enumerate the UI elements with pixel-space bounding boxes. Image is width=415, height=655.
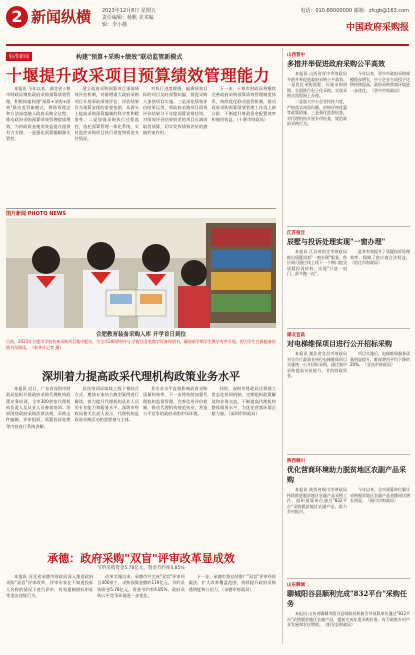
brief-item xyxy=(287,230,410,327)
article-column: 下一步，承德市将总结推广"双盲"评审经验做法，扩大改革覆盖范围，持续提升政府采购透明度和公信力。（承德市财政局） xyxy=(188,574,276,592)
brief-headline: 辰墅与投诉处理实现"一窗办理" xyxy=(287,237,386,246)
brief-headline: 对电梯维保项目进行公开招标采购 xyxy=(287,339,392,348)
article-column: 此次培训采取线上线下相结合方式，邀请专家结合典型案例进行解读，着力提升代理机构从业人员的专业能力和服务水平。深圳市财政局相关负责人表示，代理机构是政府采购活动的重要参与主体。 xyxy=(74,386,139,423)
divider xyxy=(287,226,410,227)
main-column xyxy=(6,48,276,644)
article-column: 改革实施以来，承德市共完成"双盲"评审项目400余个，采购预算金额约119亿元，节约采购资金5.78亿元，资金节约率4.85%，政府采购公平竞争环境进一步优化。 xyxy=(97,574,185,598)
divider xyxy=(287,454,410,455)
article-subheadline: 节约采购资金5.78亿元，资金节约率4.85% xyxy=(97,566,185,571)
brief-text: 本报讯 山西省晋中市财政局多措并举促进政府采购公平高效。一是优化采购流程，压缩采购周期，全面推行电子化采购，实现采购全流程网上办理。 二是加大中小企业扶持力度，严格落实预留份额、价格评审优惠等政策措施。三是强化监督检查，对代理机构开展专项检查，规范政府采购行为。 xyxy=(287,71,347,127)
children-reading-photo xyxy=(6,218,276,328)
lead-headline: 十堰提升政采项目预算绩效管理能力 xyxy=(6,66,271,85)
photo-news-label: 图片新闻 PHOTO NEWS xyxy=(6,211,66,217)
brief-text: 今年以来，全市预算单位累计采购脱贫地区农副产品金额同比增长明显。（铜川市财政局） xyxy=(350,487,410,504)
brief-text: 本报讯 湖北省宜昌市财政局对全市行政事业单位电梯维保项目实施统一公开招标采购，通过集中采购提高议价能力，节约财政资金。 xyxy=(287,351,347,379)
photo-note: 日前，2023年合肥市学校装备采购项目集中配送，为全市200余所中小学配送各类教学设备和图书，确保新学期学生教学有序开展。图为学生在新配备的图书角阅读。（新华社记者 摄） xyxy=(6,339,276,350)
brief-item xyxy=(287,332,410,451)
lead-column: 对执行进度缓慢、偏离绩效目标的项目及时预警纠偏，督促采购人加快项目实施。三是深化绩效评价结果运用，将政府采购项目绩效评价结果与下年度预算安排挂钩，对绩效评价结果较差的项目压减或取消预算，切实发挥绩效评价的激励约束作用。 xyxy=(143,86,208,136)
news-photo xyxy=(6,218,276,328)
lead-column: 本报讯 今年以来，湖北省十堰市财政局聚焦政府采购预算绩效管理，积极探索构建"预算+采购+绩效"联动监管新模式，将绩效理念和方法深度融入政府采购全过程，推动政府采购预算绩效管理提质增效，为财政资金使用效益提升提供有力支撑。一是强化预算编制源头管控。 xyxy=(6,86,71,142)
brief-location: 山西晋中 xyxy=(287,53,305,58)
lead-subtitle: 构建"预算+采购+绩效"联动监管新模式 xyxy=(76,54,183,61)
brief-location: 陕西铜川 xyxy=(287,459,305,464)
article-column: 其专业水平直接影响政府采购质量和效率。下一步将持续加强代理机构监督管理，完善信用评价机制，推动代理机构规范执业，营造公平竞争的政府采购市场环境。 xyxy=(143,386,208,417)
brief-headline: 聊城阳谷县顺利完成"832平台"采购任务 xyxy=(287,589,407,608)
article-body xyxy=(6,386,276,546)
brief-headline: 多措并举促进政府采购公平高效 xyxy=(287,59,385,68)
brief-text: 此举有效提升了质疑投诉处理效率，保障了供应商合法权益。（宿迁市财政局） xyxy=(350,249,410,266)
masthead-meta: 2023年12月8日 星期五 责任编辑：杨帆 美术编辑：李小薇 xyxy=(102,8,156,28)
lead-column: 建立政府采购预算项目事前绩效评估机制，对新增重大政府采购项目开展事前绩效评估，评估结果作为预算安排的重要依据，从源头上提高采购预算编制的科学性和精准性。二是加强采购执行过程监控，依托预算管理一体化系统，实时监控采购项目执行进度和资金支付情况。 xyxy=(74,86,139,142)
brief-headline: 优化营商环境助力脱贫地区农副产品采购 xyxy=(287,465,406,484)
sidebar-column xyxy=(282,48,409,644)
article-column: 本报讯 河北省承德市财政局深入推进政府采购"双盲"评审改革，评审专家在不知道投标人名称的情况下进行评审，有效遏制围标串标等违法违规行为。 xyxy=(6,574,94,598)
lead-kicker: 标准新闻 xyxy=(6,52,32,61)
brief-text: 本报讯 山东省聊城市阳谷县财政局积极引导预算单位通过"832平台"采购脱贫地区农副产品，提前完成年度采购任务，有力助推乡村产业发展和农民增收。（阳谷县财政局） xyxy=(287,611,410,628)
article-headline: 深圳着力提高政采代理机构政策业务水平 xyxy=(42,370,240,383)
photo-caption: 合肥教育装备采购入库 开学首日到位 xyxy=(96,332,186,338)
brief-text: 项目实施后，电梯维保服务质量明显提升，维保费用平均下降约20%。（宜昌市财政局） xyxy=(350,351,410,368)
section-title: 新闻纵横 xyxy=(31,8,92,26)
article-column: 本报讯 近日，广东省深圳市财政局组织开展政府采购代理机构政策业务培训，全市300余家代理机构负责人及从业人员参加培训。培训围绕政府采购法律法规、采购文件编制、评审组织、质疑投诉处理等内容进行系统讲解。 xyxy=(6,386,71,429)
divider xyxy=(287,328,410,329)
brief-text: 本报讯 江苏省宿迁市财政局推出质疑投诉"一窗办理"服务，供应商可通过线上线下一个窗口提交质疑投诉材料，实现"只进一扇门、最多跑一次"。 xyxy=(287,249,347,277)
divider xyxy=(287,578,410,579)
brief-text: 本报讯 陕西省铜川市财政局持续推进脱贫地区农副产品采购工作，组织预算单位通过"832平台"采购脱贫地区农副产品，助力乡村振兴。 xyxy=(287,487,347,515)
page-number-badge: 2 xyxy=(6,6,28,28)
article-column: 同时，深圳市财政局还将建立常态化培训机制，定期组织政策解读和业务交流，不断提高代理机构整体服务水平，为优化营商环境贡献力量。（深圳市财政局） xyxy=(211,386,276,417)
masthead xyxy=(6,4,409,46)
brief-text: 今年以来，晋中市政府采购规模稳步增长，中小企业合同授予比例持续提高，政府采购营商环境进一步优化。（晋中市财政局） xyxy=(350,71,410,93)
brief-location: 湖北宜昌 xyxy=(287,333,305,338)
brief-location: 江苏宿迁 xyxy=(287,231,305,236)
newspaper-logo: 中国政府采购报 xyxy=(345,23,409,33)
brief-item xyxy=(287,52,410,221)
article-headline: 承德：政府采购"双盲"评审改革显成效 xyxy=(47,552,235,565)
lead-column: 下一步，十堰市财政局将继续完善政府采购预算绩效管理制度体系，持续优化联动监管机制，推动政府采购预算绩效管理工作再上新台阶，不断提升财政资金配置效率和使用效益。（十堰市财政局） xyxy=(211,86,276,123)
article-body xyxy=(6,574,276,640)
lead-body xyxy=(6,86,276,206)
brief-location: 山东聊城 xyxy=(287,583,305,588)
masthead-contact: 电话：010-88000000 邮箱：zfcgb@163.com xyxy=(300,8,409,14)
brief-item xyxy=(287,582,410,655)
brief-item xyxy=(287,458,410,587)
